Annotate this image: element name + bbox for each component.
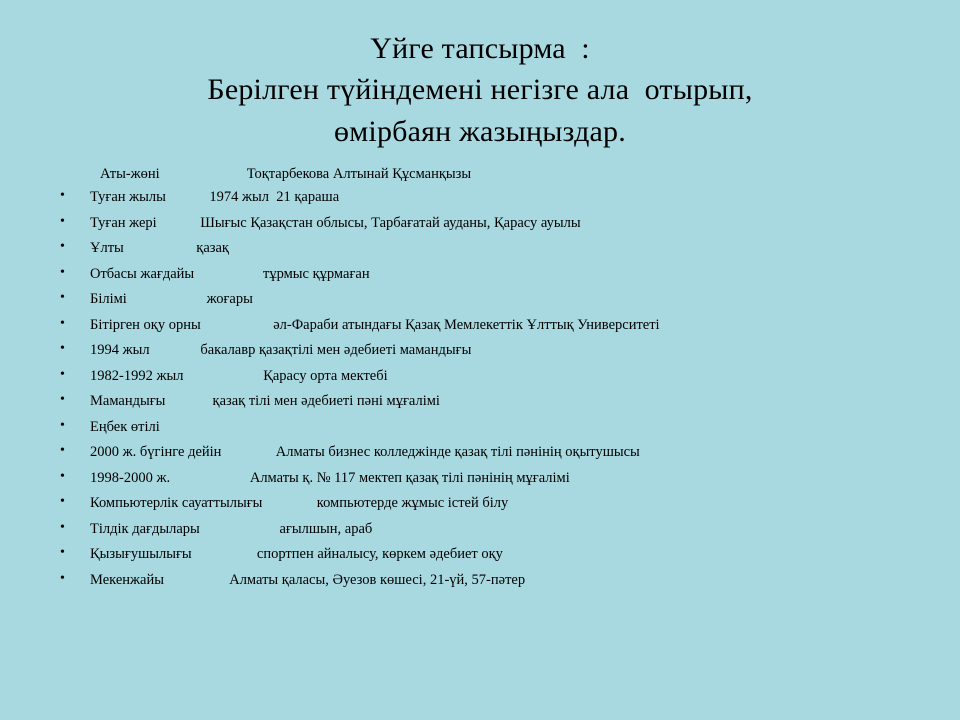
list-item: • 1998-2000 ж. Алматы қ. № 117 мектеп қазақ тілі пәнінің мұғалімі	[52, 471, 940, 486]
resume-content	[0, 166, 960, 587]
full-name-row: Аты-жөні Тоқтарбекова Алтынай Құсманқызы	[100, 166, 472, 183]
list-item: • Туған жылы 1974 жыл 21 қараша	[52, 190, 940, 205]
list-item: • Еңбек өтілі	[52, 420, 940, 435]
list-item: • Қызығушылығы спортпен айналысу, көркем әдебиет оқу	[52, 547, 940, 562]
title-line-3: өмірбаян жазыңыздар.	[334, 114, 626, 148]
list-item: • Отбасы жағдайы тұрмыс құрмаған	[52, 267, 940, 282]
list-item: • Білімі жоғары	[52, 292, 940, 307]
list-item: • Туған жері Шығыс Қазақстан облысы, Тарбағатай ауданы, Қарасу ауылы	[52, 216, 940, 231]
title-line-1: Үйге тапсырма :	[370, 32, 590, 65]
list-item: • 2000 ж. бүгінге дейін Алматы бизнес колледжінде қазақ тілі пәнінің оқытушысы	[52, 445, 940, 460]
list-item: • Ұлты қазақ	[52, 241, 940, 256]
page-title	[0, 0, 960, 152]
list-item: • Мамандығы қазақ тілі мен әдебиеті пәні мұғалімі	[52, 394, 940, 409]
list-item: • 1982-1992 жыл Қарасу орта мектебі	[52, 369, 940, 384]
list-item: • Мекенжайы Алматы қаласы, Әуезов көшесі, 21-үй, 57-пәтер	[52, 573, 940, 588]
list-item: • Бітірген оқу орны әл-Фараби атындағы Қазақ Мемлекеттік Ұлттық Университеті	[52, 318, 940, 333]
list-item: • Тілдік дағдылары ағылшын, араб	[52, 522, 940, 537]
list-item: • 1994 жыл бакалавр қазақтілі мен әдебиеті мамандығы	[52, 343, 940, 358]
list-item: • Компьютерлік сауаттылығы компьютерде жұмыс істей білу	[52, 496, 940, 511]
resume-list	[52, 190, 940, 587]
title-line-2: Берілген түйіндемені негізге ала отырып,	[207, 73, 753, 107]
